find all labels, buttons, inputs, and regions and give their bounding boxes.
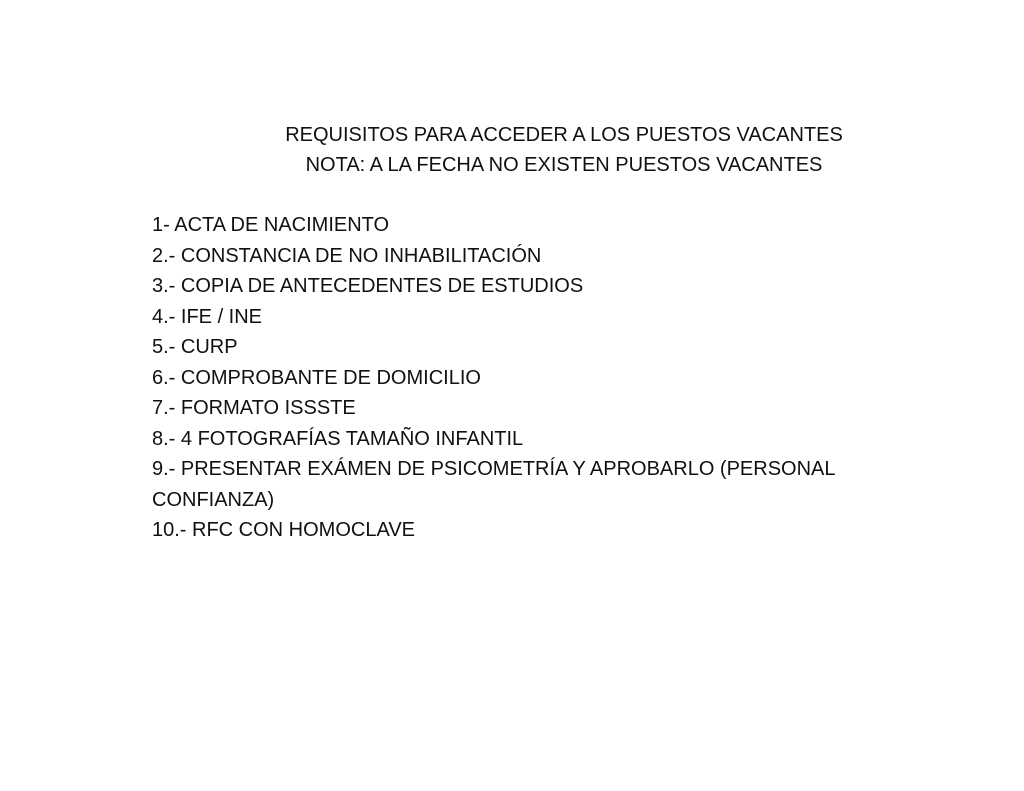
requirements-list — [152, 210, 892, 546]
requirement-item: 10.- RFC CON HOMOCLAVE — [152, 519, 415, 541]
requirement-item: 8.- 4 FOTOGRAFÍAS TAMAÑO INFANTIL — [152, 427, 524, 450]
requirement-item: 3.- COPIA DE ANTECEDENTES DE ESTUDIOS — [152, 275, 584, 297]
requirement-item: 1- ACTA DE NACIMIENTO — [152, 214, 390, 236]
document-header — [254, 120, 874, 180]
requirement-item: 9.- PRESENTAR EXÁMEN DE PSICOMETRÍA Y APROBARLO (PERSONAL CONFIANZA) — [152, 458, 835, 511]
document-title: REQUISITOS PARA ACCEDER A LOS PUESTOS VACANTES — [285, 124, 843, 146]
document-note: NOTA: A LA FECHA NO EXISTEN PUESTOS VACANTES — [305, 154, 823, 176]
requirement-item: 4.- IFE / INE — [152, 305, 263, 328]
requirement-item: 6.- COMPROBANTE DE DOMICILIO — [152, 366, 481, 389]
requirement-item: 2.- CONSTANCIA DE NO INHABILITACIÓN — [152, 244, 542, 267]
requirement-item: 5.- CURP — [152, 336, 238, 358]
requirement-item: 7.- FORMATO ISSSTE — [152, 397, 356, 419]
